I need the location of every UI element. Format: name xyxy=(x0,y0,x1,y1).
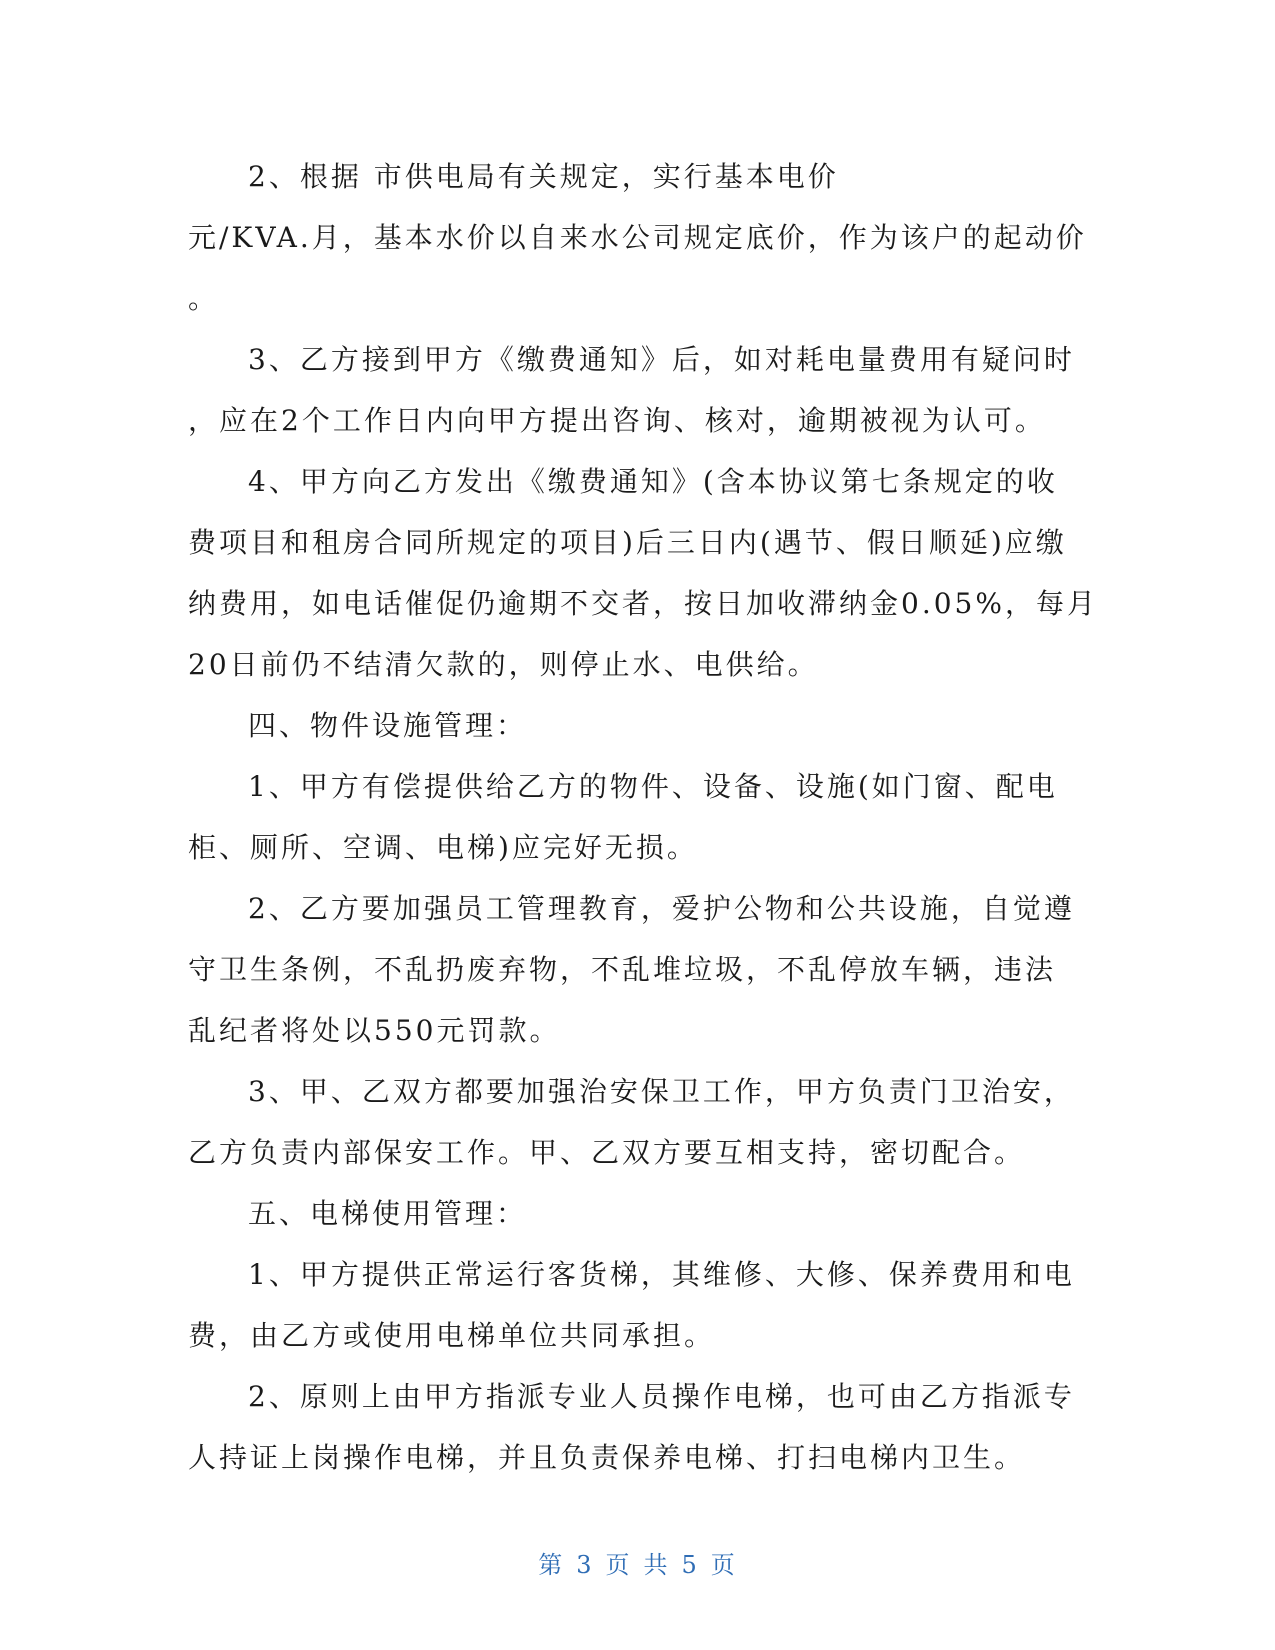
text-line: 乱纪者将处以550元罚款。 xyxy=(188,1014,561,1047)
footer-total-pages: 5 xyxy=(681,1551,699,1579)
text-line: 2、根据 市供电局有关规定，实行基本电价 xyxy=(248,160,839,193)
text-line: 乙方负责内部保安工作。甲、乙双方要互相支持，密切配合。 xyxy=(188,1136,1026,1169)
text-line: 元/KVA.月，基本水价以自来水公司规定底价，作为该户的起动价 xyxy=(188,221,1087,254)
footer-current-page: 3 xyxy=(576,1551,594,1579)
footer-page-word: 页 xyxy=(605,1551,632,1579)
text-line: 4、甲方向乙方发出《缴费通知》(含本协议第七条规定的收 xyxy=(248,465,1058,498)
text-line: 2、原则上由甲方指派专业人员操作电梯，也可由乙方指派专 xyxy=(248,1380,1075,1413)
text-line: 20日前仍不结清欠款的，则停止水、电供给。 xyxy=(188,648,819,681)
text-line: 纳费用，如电话催促仍逾期不交者，按日加收滞纳金0.05%，每月 xyxy=(188,587,1098,620)
text-line: 费，由乙方或使用电梯单位共同承担。 xyxy=(188,1319,716,1352)
footer-total-word: 共 xyxy=(643,1551,670,1579)
section-heading: 五、电梯使用管理： xyxy=(248,1197,528,1230)
footer-prefix: 第 xyxy=(538,1551,565,1579)
text-line: 人持证上岗操作电梯，并且负责保养电梯、打扫电梯内卫生。 xyxy=(188,1441,1026,1474)
document-body xyxy=(188,146,1098,1488)
text-line: 费项目和租房合同所规定的项目)后三日内(遇节、假日顺延)应缴 xyxy=(188,526,1067,559)
text-line: 守卫生条例，不乱扔废弃物，不乱堆垃圾，不乱停放车辆，违法 xyxy=(188,953,1057,986)
text-line: 1、甲方提供正常运行客货梯，其维修、大修、保养费用和电 xyxy=(248,1258,1075,1291)
text-line: 2、乙方要加强员工管理教育，爱护公物和公共设施，自觉遵 xyxy=(248,892,1075,925)
text-line: 3、甲、乙双方都要加强治安保卫工作，甲方负责门卫治安， xyxy=(248,1075,1075,1108)
page-footer xyxy=(0,1545,1275,1580)
text-line: 3、乙方接到甲方《缴费通知》后，如对耗电量费用有疑问时 xyxy=(248,343,1075,376)
section-heading: 四、物件设施管理： xyxy=(248,709,528,742)
text-line: 1、甲方有偿提供给乙方的物件、设备、设施(如门窗、配电 xyxy=(248,770,1058,803)
text-line: 柜、厕所、空调、电梯)应完好无损。 xyxy=(188,831,698,864)
text-line: 。 xyxy=(188,282,220,315)
footer-suffix: 页 xyxy=(710,1551,737,1579)
text-line: ，应在2个工作日内向甲方提出咨询、核对，逾期被视为认可。 xyxy=(188,404,1046,437)
